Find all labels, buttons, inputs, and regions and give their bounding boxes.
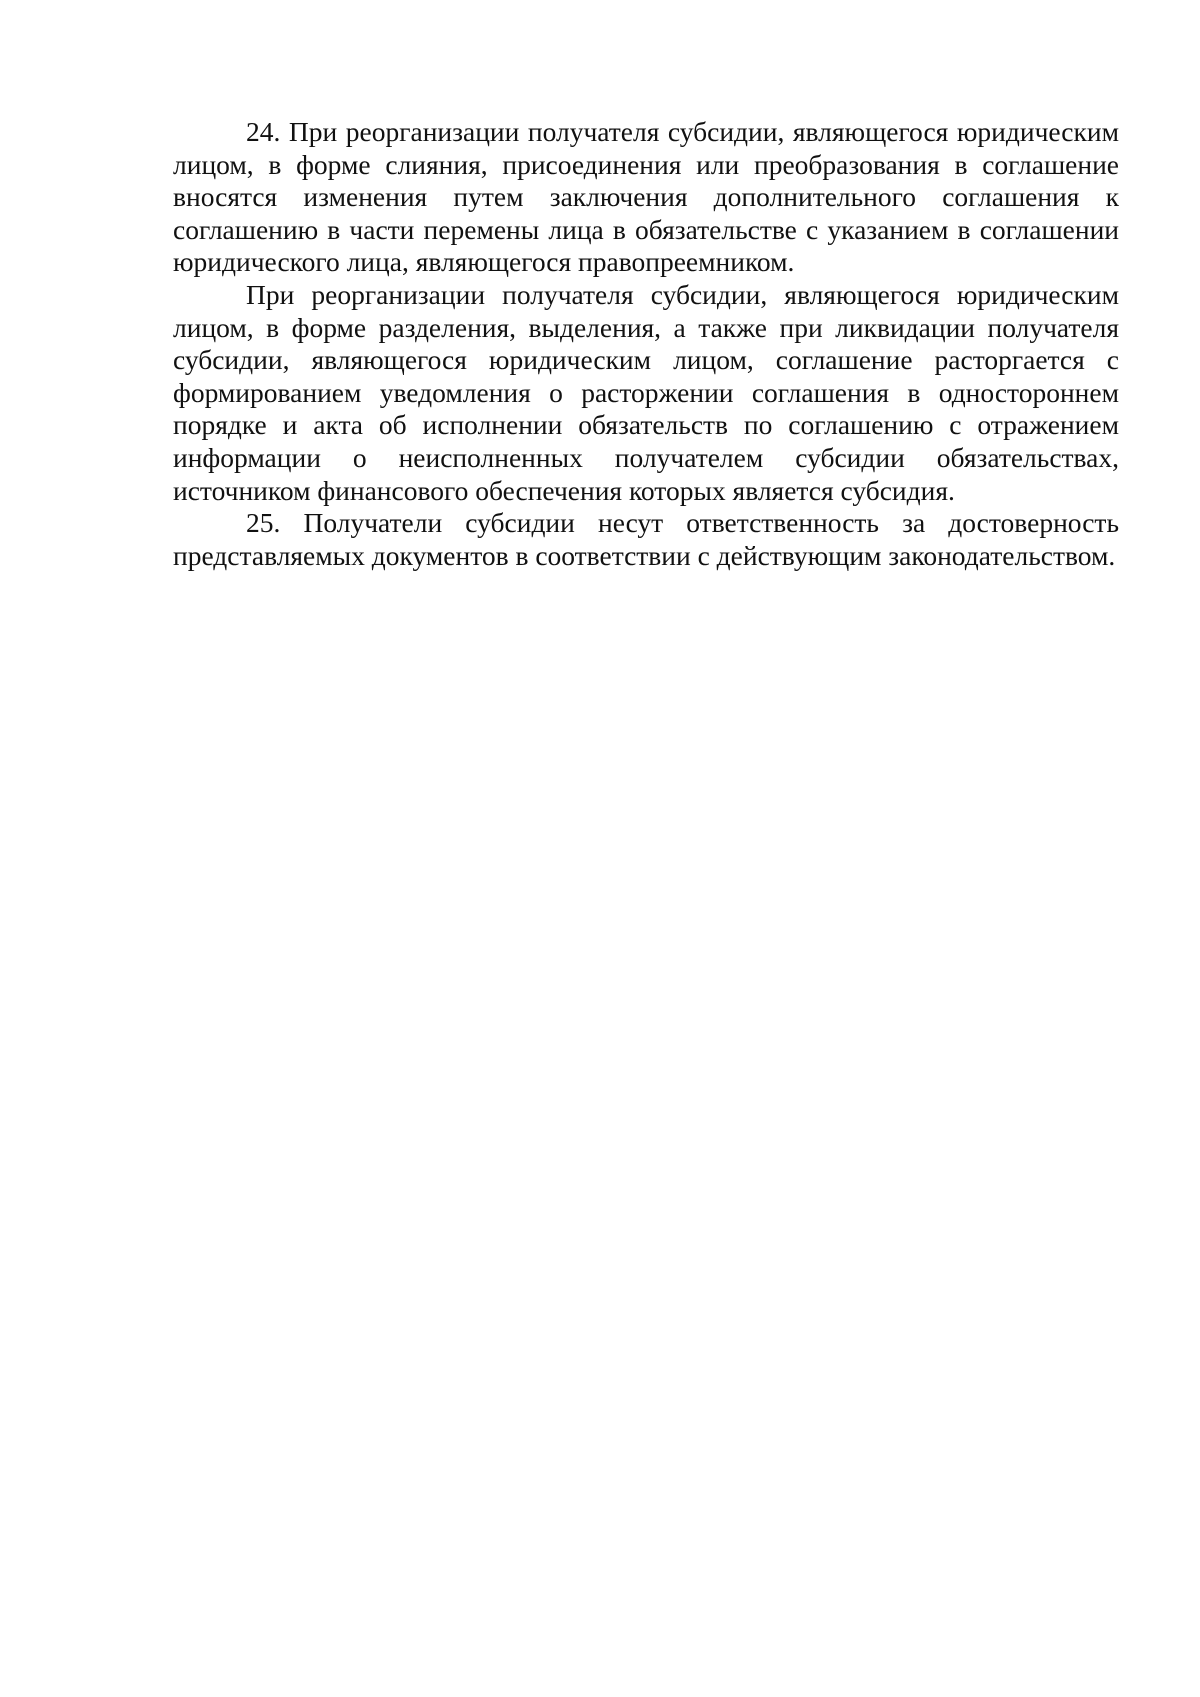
paragraph-24-continuation: При реорганизации получателя субсидии, являющегося юридическим лицом, в форме разделения, выделения, а также при ликвидации получателя субсидии, являющегося юридическим лицом, соглашение расторгается с формированием уведомления о расторжении соглашения в одностороннем порядке и акта об исполнении обязательств по соглашению с отражением информации о неисполненных получателем субсидии обязательствах, источником финансового обеспечения которых является субсидия.: [173, 278, 1119, 506]
paragraph-24: 24. При реорганизации получателя субсидии, являющегося юридическим лицом, в форме слияния, присоединения или преобразования в соглашение вносятся изменения путем заключения дополнительного соглашения к соглашению в части перемены лица в обязательстве с указанием в соглашении юридического лица, являющегося правопреемником.: [173, 116, 1119, 278]
paragraph-25: 25. Получатели субсидии несут ответственность за достоверность представляемых документов в соответствии с действующим законодательством.: [173, 507, 1119, 571]
document-body: [173, 116, 1119, 572]
